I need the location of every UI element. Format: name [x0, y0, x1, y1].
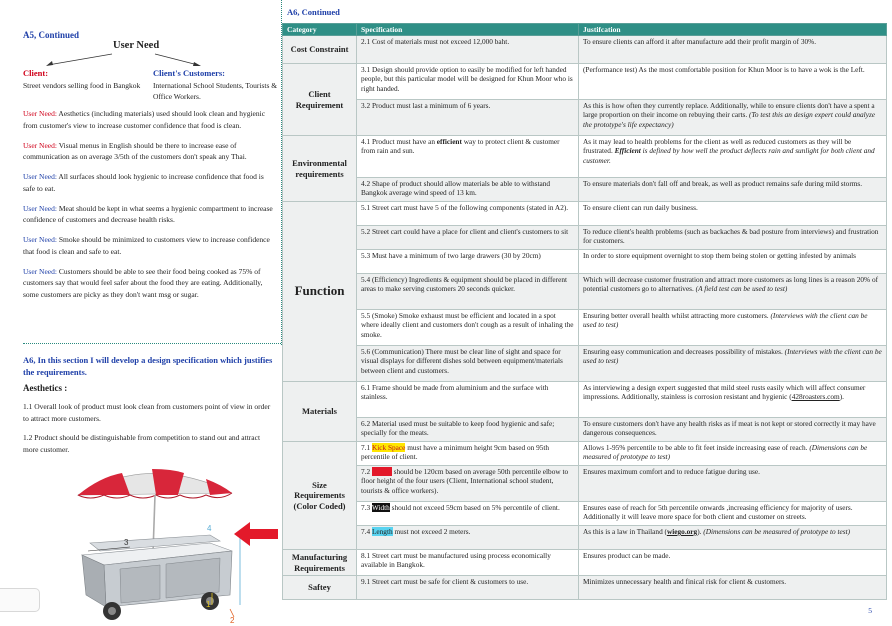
highlight-length: Length	[371, 527, 393, 536]
spec-cell: 8.1 Street cart must be manufactured using process economically available in Bangkok.	[357, 550, 579, 576]
spec-cell: 7.3 Width should not exceed 59cm based on 5% percentile of client.	[357, 502, 579, 526]
table-row	[283, 346, 887, 382]
cart-dimension-label: 3	[124, 538, 129, 547]
spec-cell: 5.6 (Communication) There must be clear line of sight and space for visual displays for different dishes sold between equipment/materials between client and customers.	[357, 346, 579, 382]
justification-cell: To ensure clients can afford it after manufacture add their profit margin of 30%.	[579, 36, 887, 64]
spec-cell: 7.1 Kick Space must have a minimum height 9cm based on 95th percentile of client.	[357, 442, 579, 466]
user-needs-list	[23, 108, 275, 309]
table-row	[283, 226, 887, 250]
category-cell: Client Requirement	[283, 64, 357, 136]
customers-title: Client's Customers:	[153, 68, 226, 78]
spec-cell: 6.2 Material used must be suitable to keep food hygienic and safe; specially for the meats.	[357, 418, 579, 442]
table-row	[283, 526, 887, 550]
category-cell: Manufacturing Requirements	[283, 550, 357, 576]
table-row	[283, 36, 887, 64]
justification-cell: To reduce client's health problems (such as backaches & bad posture from interviews) and frustration for customers.	[579, 226, 887, 250]
user-need-item: User Need: Meat should be kept in what seems a hygienic compartment to increase confidence of customers and decrease health risks.	[23, 203, 273, 224]
spec-cell: 5.1 Street cart must have 5 of the following components (stated in A2).	[357, 202, 579, 226]
cart-dimension-label: 4	[207, 524, 212, 533]
source-link[interactable]: wiego.org	[666, 527, 698, 536]
user-need-item: User Need: All surfaces should look hygienic to increase confidence that food is safe to eat.	[23, 172, 264, 193]
table-row	[283, 502, 887, 526]
justification-cell: As this is how often they currently replace. Additionally, while to ensure clients don't have a spent a large proportion on their income on rebuying their carts. (To test this an design expert could analyze the prototype's life expectancy)	[579, 100, 887, 136]
justification-cell: Ensures maximum comfort and to reduce fatigue during use.	[579, 466, 887, 502]
table-row	[283, 466, 887, 502]
table-row	[283, 382, 887, 418]
right-page-header: A6, Continued	[287, 7, 340, 17]
user-need-item: User Need: Customers should be able to see their food being cooked as 75% of customers say that would feel safer about the food they are eating. Additionally, some customers are picky as they don't want msg or sugar.	[23, 266, 263, 299]
specification-table	[282, 23, 887, 600]
column-header: Specification	[357, 24, 579, 36]
category-cell: Saftey	[283, 576, 357, 600]
justification-cell: To ensure customers don't have any health risks as if meat is not kept or stored correctly it may have dangerous consequences.	[579, 418, 887, 442]
justification-cell: In order to store equipment overnight to stop them being stolen or getting infested by animals	[579, 250, 887, 274]
category-cell: Size Requirements (Color Coded)	[283, 442, 357, 550]
table-row	[283, 576, 887, 600]
left-page	[0, 0, 280, 626]
justification-cell: Which will decrease customer frustration and attract more customers as long lines is a reason 20% of potential customers go to alternatives. (A field test can be used to test)	[579, 274, 887, 310]
column-header: Category	[283, 24, 357, 36]
table-row	[283, 202, 887, 226]
spec-cell: 2.1 Cost of materials must not exceed 12,000 baht.	[357, 36, 579, 64]
justification-cell: As it may lead to health problems for the client as well as reduced customers as they will be frustrated. Efficient is defined by how well the product deflects rain and sunlight for both client and customer.	[579, 136, 887, 178]
spec-cell: 7.4 Length must not exceed 2 meters.	[357, 526, 579, 550]
category-cell: Function	[283, 202, 357, 382]
table-row	[283, 310, 887, 346]
left-page-header: A5, Continued	[23, 30, 80, 40]
justification-cell: Ensuring better overall health whilst attracting more customers. (Interviews with the client can be used to test)	[579, 310, 887, 346]
cart-dimension-label: 1	[206, 600, 211, 609]
source-link[interactable]: 428roasters.com	[791, 392, 840, 402]
spec-cell: 5.2 Street cart could have a place for client and client's customers to sit	[357, 226, 579, 250]
client-description: Street vendors selling food in Bangkok	[23, 81, 141, 90]
table-row	[283, 418, 887, 442]
highlight-kick-space: Kick Space	[371, 443, 406, 452]
aesthetics-title: Aesthetics :	[23, 383, 68, 393]
spec-cell: 5.4 (Efficiency) Ingredients & equipment should be placed in different areas to make serving customers 20 seconds quicker.	[357, 274, 579, 310]
table-row	[283, 64, 887, 100]
table-row	[283, 250, 887, 274]
table-row	[283, 550, 887, 576]
red-arrow-icon	[234, 521, 280, 547]
category-cell: Environmental requirements	[283, 136, 357, 202]
spec-cell: 5.3 Must have a minimum of two large drawers (30 by 20cm)	[357, 250, 579, 274]
user-need-item: User Need: Aesthetics (including materials) used should look clean and hygienic from customer's view to increase customer confidence that food is clean.	[23, 109, 266, 130]
category-cell: Materials	[283, 382, 357, 442]
user-need-arrows	[40, 50, 240, 70]
spec-cell: 5.5 (Smoke) Smoke exhaust must be efficient and located in a spot where ideally client and customers don't cough as a result of inhaling the smoke.	[357, 310, 579, 346]
page-side-tab[interactable]	[0, 588, 40, 612]
category-cell: Cost Constraint	[283, 36, 357, 64]
page-number: 5	[868, 606, 872, 615]
highlight-height: Height	[371, 467, 392, 476]
table-row	[283, 274, 887, 310]
client-title: Client:	[23, 68, 49, 78]
cart-dimension-label: 2	[230, 616, 235, 625]
user-need-title: User Need	[113, 40, 160, 51]
customers-description: International School Students, Tourists & Office Workers.	[153, 81, 278, 101]
table-row	[283, 136, 887, 178]
justification-cell: Minimizes unnecessary health and finical risk for client & customers.	[579, 576, 887, 600]
justification-cell: To ensure materials don't fall off and break, as well as product remains safe during mild storms.	[579, 178, 887, 202]
column-header: Justifcation	[579, 24, 887, 36]
user-need-item: User Need: Smoke should be minimized to customers view to increase confidence that food is clean and safe to eat.	[23, 235, 270, 256]
aesthetics-item: 1.2 Product should be distinguishable from competition to stand out and attract more customer.	[23, 433, 261, 454]
a6-intro: A6, In this section I will develop a design specification which justifies the requirements.	[23, 355, 273, 377]
justification-cell: To ensure client can run daily business.	[579, 202, 887, 226]
justification-cell: Ensuring easy communication and decreases possibility of mistakes. (Interviews with the client can be used to test)	[579, 346, 887, 382]
spec-cell: 6.1 Frame should be made from aluminium and the surface with stainless.	[357, 382, 579, 418]
table-row	[283, 442, 887, 466]
justification-cell: (Performance test) As the most comfortable position for Khun Moor is to have a wok is the Left.	[579, 64, 887, 100]
spec-cell: 4.1 Product must have an efficient way to protect client & customer from rain and sun.	[357, 136, 579, 178]
right-page	[282, 0, 892, 626]
user-need-item: User Need: Visual menus in English should be there to increase ease of communication as on average 3/5th of the customers don't speak any Thai.	[23, 140, 247, 161]
spec-cell: 3.2 Product must last a minimum of 6 years.	[357, 100, 579, 136]
justification-cell: Ensures product can be made.	[579, 550, 887, 576]
aesthetics-item: 1.1 Overall look of product must look clean from customers point of view in order to attract more customers.	[23, 402, 271, 423]
table-header-row	[283, 24, 887, 36]
spec-cell: 3.1 Design should provide option to easily be modified for left handed people, but this particular model will be designed for Khun Moor who is right handed.	[357, 64, 579, 100]
spec-cell: 7.2 Height should be 120cm based on average 50th percentile elbow to floor height of the four users (Client, International school student, tourists & office workers).	[357, 466, 579, 502]
spec-cell: 9.1 Street cart must be safe for client & customers to use.	[357, 576, 579, 600]
justification-cell: As this is a law in Thailand (wiego.org). (Dimensions can be measured of prototype to test)	[579, 526, 887, 550]
table-row	[283, 100, 887, 136]
spec-cell: 4.2 Shape of product should allow materials be able to withstand Bangkok average wind speed of 13 km.	[357, 178, 579, 202]
justification-cell: Allows 1-95% percentile to be able to fit feet inside increasing ease of reach. (Dimensions can be measured of prototype to test)	[579, 442, 887, 466]
justification-cell: As interviewing a design expert suggested that mild steel rusts easily which will affect consumer impressions. Additionally, stainless is corrosion resistant and hygienic (428roasters.com).	[579, 382, 887, 418]
highlight-width: Width	[371, 503, 390, 512]
section-divider	[23, 343, 281, 344]
justification-cell: Ensures ease of reach for 5th percentile onwards ,increasing efficiency for majority of users. Additionally it will leave more space for both client and customer on streets.	[579, 502, 887, 526]
table-row	[283, 178, 887, 202]
